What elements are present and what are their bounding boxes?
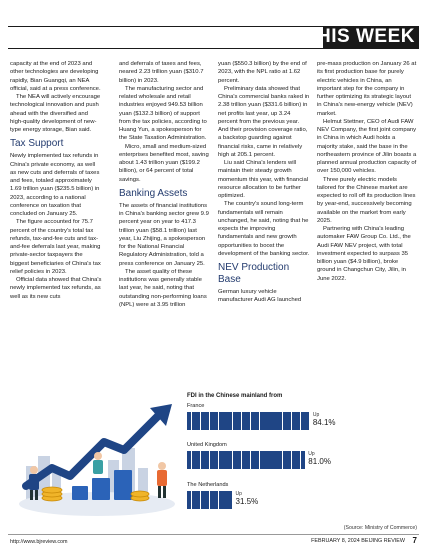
bar-cell bbox=[301, 463, 305, 469]
bar-cell bbox=[192, 503, 196, 509]
bar-cell bbox=[283, 457, 287, 463]
bar-cell bbox=[246, 418, 250, 424]
bar-cell bbox=[192, 463, 196, 469]
bar-cell bbox=[201, 457, 205, 463]
bar-cell bbox=[287, 457, 291, 463]
bar-cell bbox=[187, 424, 191, 430]
bar-cell bbox=[278, 463, 282, 469]
bar-cell bbox=[237, 418, 241, 424]
bar-cell bbox=[228, 424, 232, 430]
bar-cell bbox=[210, 463, 214, 469]
paragraph: Preliminary data showed that China's commercial banks raked in 2.38 trillion yuan ($331.6 billion) in net profits last year, up 3.24 percent from the previous year. And their provision coverage ratio, a backstop guarding against financial risks, came in relatively high at 205.1 percent. bbox=[218, 85, 310, 158]
bar-cell bbox=[187, 451, 191, 457]
bar-cell bbox=[237, 463, 241, 469]
paragraph: The NEA will actively encourage technological innovation and push ahead with the diversified and high-quality development of new-type energy storage, Bian said. bbox=[10, 94, 101, 133]
change-label: Up bbox=[308, 451, 315, 457]
bar-cell bbox=[237, 451, 241, 457]
bar-cell bbox=[187, 418, 191, 424]
bar-cell bbox=[283, 412, 287, 418]
bar-cell bbox=[210, 424, 214, 430]
paragraph: The manufacturing sector and related wholesale and retail industries enjoyed 949.53 billion yuan ($132.3 billion) of support from the tax policies, according to Huang Yun, a spokesperson for the State Taxation Administration. bbox=[119, 85, 207, 142]
bar-cell bbox=[187, 497, 191, 503]
bar-cell bbox=[196, 418, 200, 424]
category-label: United Kingdom bbox=[187, 442, 227, 448]
bar-cell bbox=[237, 424, 241, 430]
bar-cell bbox=[223, 424, 227, 430]
bar-cell bbox=[201, 463, 205, 469]
bar-cell bbox=[255, 457, 259, 463]
bar-cell bbox=[255, 424, 259, 430]
bar-cell bbox=[228, 457, 232, 463]
bar-cell bbox=[201, 412, 205, 418]
footer-url: http://www.bjreview.com bbox=[10, 539, 68, 545]
bar-cell bbox=[196, 424, 200, 430]
bar-cell bbox=[228, 491, 232, 497]
bar-cell bbox=[228, 503, 232, 509]
bar-cell bbox=[251, 457, 255, 463]
bar-cell bbox=[223, 463, 227, 469]
change-label: Up bbox=[312, 412, 320, 418]
bar-cell bbox=[246, 424, 250, 430]
bar-cell bbox=[214, 424, 218, 430]
bar-cell bbox=[228, 463, 232, 469]
paragraph: Helmut Stettner, CEO of Audi FAW NEV Company, the first joint company in China in which Audi holds a majority stake, said the base in the northeastern province of Jilin boasts a planned annual production capacity of over 150,000 vehicles. bbox=[317, 118, 417, 175]
paragraph: German luxury vehicle manufacturer Audi AG launched bbox=[218, 289, 302, 304]
bar-cell bbox=[187, 491, 191, 497]
bar-cell bbox=[214, 491, 218, 497]
bar-cell bbox=[196, 463, 200, 469]
data-label: 84.1% bbox=[312, 418, 336, 427]
bar-cell bbox=[242, 424, 246, 430]
bar-cell bbox=[287, 424, 291, 430]
bar-cell bbox=[219, 451, 223, 457]
bar-cell bbox=[219, 412, 223, 418]
bar-cell bbox=[251, 418, 255, 424]
bar-cell bbox=[228, 497, 232, 503]
article-column-1 bbox=[10, 60, 102, 301]
bar-cell bbox=[228, 451, 232, 457]
bar-cell bbox=[223, 497, 227, 503]
bar-cell bbox=[223, 457, 227, 463]
chart-source: (Source: Ministry of Commerce) bbox=[343, 525, 417, 531]
data-label: 31.5% bbox=[235, 497, 259, 506]
bar-cell bbox=[278, 457, 282, 463]
bar-cell bbox=[223, 491, 227, 497]
bar-cell bbox=[219, 457, 223, 463]
bar-cell bbox=[210, 412, 214, 418]
bar-cell bbox=[214, 463, 218, 469]
bar-cell bbox=[296, 457, 300, 463]
bar-cell bbox=[228, 412, 232, 418]
bar-cell bbox=[192, 491, 196, 497]
bar-cell bbox=[201, 503, 205, 509]
bar-cell bbox=[187, 503, 191, 509]
bar-cell bbox=[273, 412, 277, 418]
bar-cell bbox=[205, 491, 209, 497]
bar-cell bbox=[205, 412, 209, 418]
section-heading-nev-production-base: NEV Production Base bbox=[218, 262, 290, 285]
bar-cell bbox=[187, 463, 191, 469]
article-column-2 bbox=[119, 60, 211, 309]
bar-cell bbox=[260, 463, 264, 469]
bar-cell bbox=[205, 457, 209, 463]
paragraph: Newly implemented tax refunds in China's private economy, as well as new cuts and deferrals of taxes and fees, totaled approximately 1.69 trillion yuan ($235.5 billion) in 2023, according to a national conference on taxation that concluded on January 25. bbox=[10, 153, 100, 217]
paragraph: capacity at the end of 2023 and other technologies are developing rapidly, Bian Guangqi, an NEA official, said at a press conference. bbox=[10, 61, 101, 92]
bar-cell bbox=[210, 503, 214, 509]
bar-cell bbox=[233, 412, 237, 418]
category-label: The Netherlands bbox=[187, 482, 229, 488]
bar-cell bbox=[196, 412, 200, 418]
article-column-4 bbox=[317, 60, 417, 283]
bar-cell bbox=[260, 451, 264, 457]
bar-cell bbox=[260, 418, 264, 424]
bar-cell bbox=[223, 451, 227, 457]
bar-cell bbox=[246, 451, 250, 457]
bar-cell bbox=[210, 418, 214, 424]
bar-cell bbox=[264, 412, 268, 418]
bar-cell bbox=[260, 412, 264, 418]
bar-cell bbox=[237, 412, 241, 418]
paragraph: The country's sound long-term fundamentals will remain unchanged, he said, noting that he expects the improving fundamentals and new growth opportunities to boost the development of the banking sector. bbox=[218, 201, 310, 257]
bar-cell bbox=[292, 424, 296, 430]
bar-cell bbox=[219, 418, 223, 424]
bar-cell bbox=[237, 457, 241, 463]
bar-cell bbox=[278, 412, 282, 418]
bar-cell bbox=[278, 451, 282, 457]
paragraph: Partnering with China's leading automaker FAW Group Co. Ltd., the Audi FAW NEV project, with total investment expected to surpass 35 billion yuan ($4.9 billion), broke ground in Changchun City, Jilin, in June 2022. bbox=[317, 226, 411, 282]
bar-cell bbox=[205, 418, 209, 424]
bar-cell bbox=[296, 463, 300, 469]
bar-cell bbox=[201, 491, 205, 497]
bar-cell bbox=[214, 412, 218, 418]
bar-cell bbox=[246, 463, 250, 469]
bar-cell bbox=[269, 424, 273, 430]
paragraph: The asset quality of these institutions was generally stable last year, he said, noting that outstanding non-performing loans (NPL) were at 3.95 trillion bbox=[119, 268, 207, 308]
bar-cell bbox=[255, 412, 259, 418]
bar-cell bbox=[305, 418, 309, 424]
bar-cell bbox=[301, 457, 305, 463]
section-title: THIS WEEK bbox=[304, 26, 415, 47]
bar-cell bbox=[187, 457, 191, 463]
bar-cell bbox=[264, 424, 268, 430]
bar-cell bbox=[301, 412, 305, 418]
section-heading-tax-support: Tax Support bbox=[10, 138, 64, 150]
bar-cell bbox=[219, 424, 223, 430]
change-label: Up bbox=[235, 491, 242, 497]
bar-cell bbox=[196, 451, 200, 457]
bar-cell bbox=[301, 451, 305, 457]
bar-cell bbox=[264, 463, 268, 469]
bar-cell bbox=[273, 418, 277, 424]
bar-cell bbox=[292, 457, 296, 463]
bar-cell bbox=[283, 463, 287, 469]
bar-cell bbox=[283, 451, 287, 457]
bar-cell bbox=[205, 451, 209, 457]
bar-cell bbox=[246, 457, 250, 463]
bar-cell bbox=[269, 451, 273, 457]
bar-cell bbox=[233, 463, 237, 469]
bar-cell bbox=[205, 503, 209, 509]
bar-cell bbox=[260, 457, 264, 463]
paragraph: pre-mass production on January 26 at its first production base for purely electric vehicles in China, an important step for the company in further optimizing its strategic layout in China's new-energy vehicle (NEV) market. bbox=[317, 61, 417, 117]
bar-cell bbox=[278, 424, 282, 430]
bar-cell bbox=[228, 418, 232, 424]
bar-cell bbox=[255, 451, 259, 457]
bar-cell bbox=[296, 418, 300, 424]
bar-cell bbox=[269, 412, 273, 418]
bar-cell bbox=[269, 463, 273, 469]
bar-cell bbox=[287, 418, 291, 424]
bar-cell bbox=[192, 451, 196, 457]
bar-cell bbox=[233, 424, 237, 430]
article-column-3 bbox=[218, 60, 310, 305]
paragraph: The assets of financial institutions in China's banking sector grew 9.9 percent year on year to 417.3 trillion yuan ($58.1 trillion) last year, Liu Zhijing, a spokesperson for the National Financial Regulatory Administration, told a press conference on January 25. bbox=[119, 202, 209, 267]
bar-cell bbox=[192, 424, 196, 430]
footer-rule bbox=[8, 534, 419, 535]
bar-cell bbox=[287, 463, 291, 469]
bar-cell bbox=[192, 497, 196, 503]
bar-cell bbox=[219, 491, 223, 497]
bar-cell bbox=[273, 463, 277, 469]
paragraph: Liu said China's lenders will maintain their steady growth momentum this year, with financial resource allocation to be further optimized. bbox=[218, 160, 309, 199]
paragraph: The figure accounted for 75.7 percent of the country's total tax refunds, tax-and-fee cuts and tax-and-fee deferrals last year, making private-sector taxpayers the biggest beneficiaries of China's tax relief policies in 2023. bbox=[10, 219, 101, 275]
bar-cell bbox=[251, 451, 255, 457]
footer-issue: FEBRUARY 8, 2024 BEIJING REVIEW bbox=[311, 538, 405, 544]
bar-cell bbox=[305, 424, 309, 430]
bar-cell bbox=[219, 503, 223, 509]
bar-cell bbox=[301, 424, 305, 430]
bar-cell bbox=[205, 497, 209, 503]
bar-cell bbox=[205, 463, 209, 469]
bar-cell bbox=[214, 503, 218, 509]
section-heading-banking-assets: Banking Assets bbox=[119, 187, 188, 199]
bar-cell bbox=[251, 412, 255, 418]
bar-cell bbox=[278, 418, 282, 424]
bar-cell bbox=[214, 457, 218, 463]
bar-cell bbox=[242, 457, 246, 463]
bar-cell bbox=[273, 424, 277, 430]
chart-title: FDI in the Chinese mainland from bbox=[187, 393, 283, 399]
bar-cell bbox=[251, 463, 255, 469]
bar-cell bbox=[292, 451, 296, 457]
bar-cell bbox=[287, 412, 291, 418]
header-rule-bottom bbox=[8, 48, 419, 49]
fdi-chart bbox=[187, 393, 419, 518]
bar-cell bbox=[283, 424, 287, 430]
bar-cell bbox=[296, 451, 300, 457]
bar-cell bbox=[287, 451, 291, 457]
bar-cell bbox=[283, 418, 287, 424]
bar-cell bbox=[192, 412, 196, 418]
bar-cell bbox=[223, 503, 227, 509]
bar-cell bbox=[296, 424, 300, 430]
bar-cell bbox=[219, 497, 223, 503]
page-number: 7 bbox=[412, 536, 417, 545]
paragraph: Three purely electric models tailored for the Chinese market are expected to roll off its production lines by year-end, successively becoming available on the market from early 2025. bbox=[317, 176, 416, 224]
bar-cell bbox=[273, 451, 277, 457]
bar-cell bbox=[214, 497, 218, 503]
bar-cell bbox=[242, 412, 246, 418]
bar-cell bbox=[210, 451, 214, 457]
bar-cell bbox=[196, 491, 200, 497]
bar-cell bbox=[233, 457, 237, 463]
bar-cell bbox=[223, 418, 227, 424]
bar-cell bbox=[292, 418, 296, 424]
paragraph: yuan ($550.3 billion) by the end of 2023, with the NPL ratio at 1.62 percent. bbox=[218, 61, 307, 84]
bar-cell bbox=[233, 418, 237, 424]
bar-cell bbox=[296, 412, 300, 418]
bar-cell bbox=[201, 497, 205, 503]
bar-cell bbox=[251, 424, 255, 430]
bar-cell bbox=[264, 451, 268, 457]
bar-cell bbox=[292, 463, 296, 469]
bar-cell bbox=[196, 457, 200, 463]
bar-cell bbox=[223, 412, 227, 418]
bar-cell bbox=[246, 412, 250, 418]
bar-cell bbox=[201, 451, 205, 457]
bar-cell bbox=[210, 497, 214, 503]
bar-cell bbox=[214, 451, 218, 457]
bar-cell bbox=[273, 457, 277, 463]
bar-cell bbox=[269, 457, 273, 463]
bar-cell bbox=[242, 418, 246, 424]
bar-cell bbox=[264, 457, 268, 463]
bar-cell bbox=[196, 497, 200, 503]
paragraph: Micro, small and medium-sized enterprises benefited most, saving about 1.43 trillion yuan ($199.2 billion), or 64 percent of total savings. bbox=[119, 143, 209, 183]
bar-cell bbox=[196, 503, 200, 509]
bar-cell bbox=[242, 463, 246, 469]
bar-cell bbox=[242, 451, 246, 457]
bar-cell bbox=[214, 418, 218, 424]
bar-cell bbox=[301, 418, 305, 424]
bar-cell bbox=[269, 418, 273, 424]
bar-cell bbox=[219, 463, 223, 469]
bar-cell bbox=[255, 463, 259, 469]
bar-cell bbox=[255, 418, 259, 424]
bar-cell bbox=[192, 457, 196, 463]
bar-cell bbox=[210, 457, 214, 463]
bar-cell bbox=[201, 424, 205, 430]
bar-cell bbox=[305, 412, 309, 418]
bar-cell bbox=[192, 418, 196, 424]
data-label: 81.0% bbox=[308, 457, 331, 466]
paragraph: and deferrals of taxes and fees, neared 2.23 trillion yuan ($310.7 billion) in 2023. bbox=[119, 61, 204, 84]
bar-cell bbox=[210, 491, 214, 497]
paragraph: Official data showed that China's newly implemented tax refunds, as well as its new cuts bbox=[10, 277, 102, 300]
growth-illustration bbox=[12, 400, 182, 520]
bar-cell bbox=[260, 424, 264, 430]
bar-cell bbox=[205, 424, 209, 430]
bar-cell bbox=[201, 418, 205, 424]
bar-cell bbox=[292, 412, 296, 418]
bar-cell bbox=[187, 412, 191, 418]
bar-cell bbox=[233, 451, 237, 457]
category-label: France bbox=[187, 403, 205, 409]
bar-cell bbox=[264, 418, 268, 424]
